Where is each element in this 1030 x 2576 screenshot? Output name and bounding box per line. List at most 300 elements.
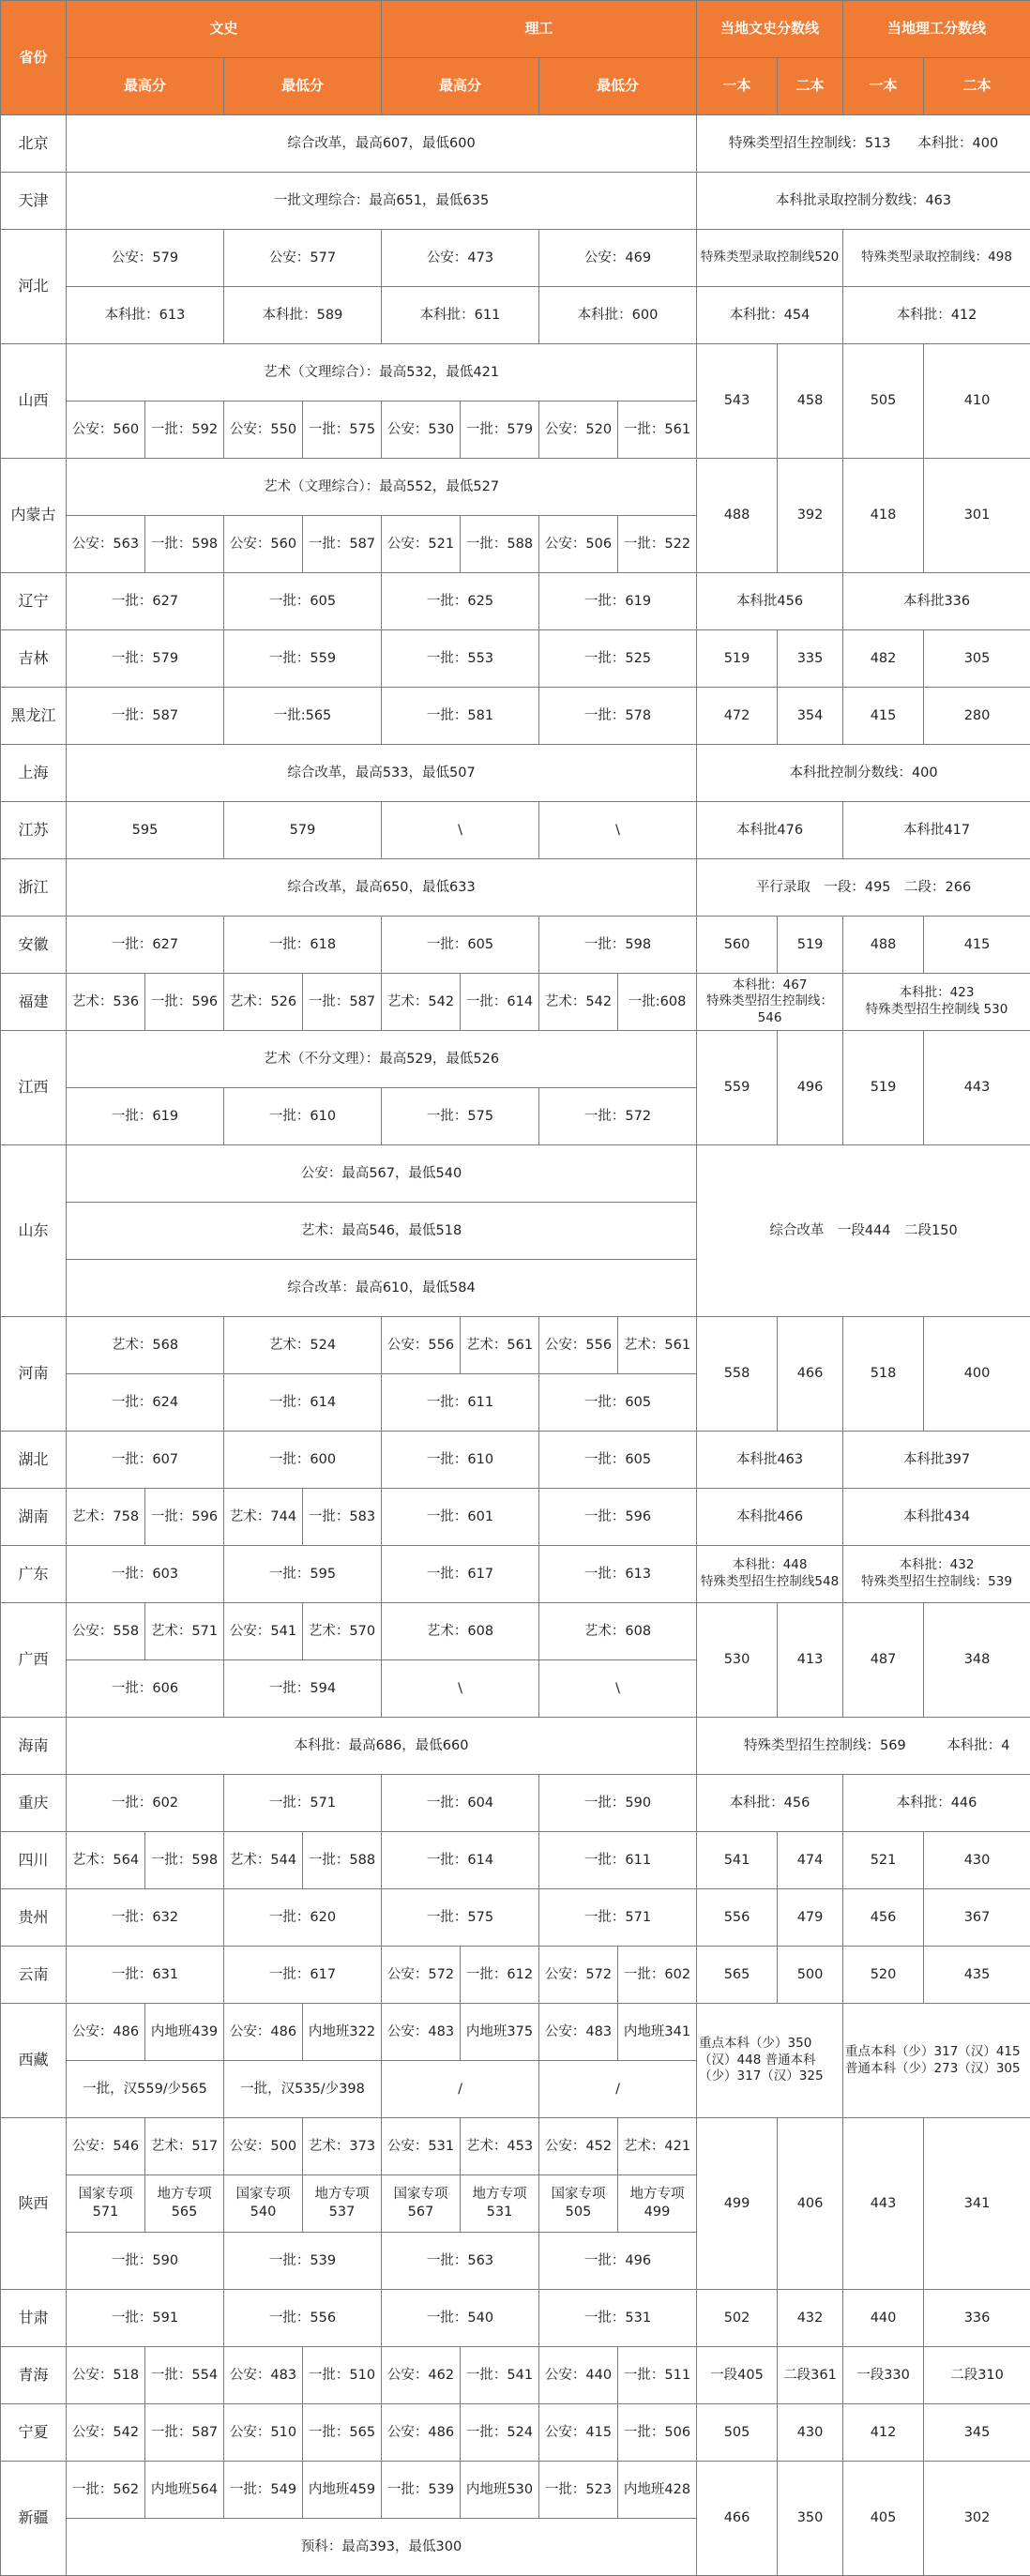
province-name: 甘肃: [1, 2290, 67, 2347]
score-cell: 一批：539: [224, 2233, 382, 2290]
row-zhejiang: [1, 859, 1030, 917]
line-cell: 本科批397: [843, 1432, 1030, 1489]
row-beijing: [1, 115, 1030, 173]
line-cell: 特殊类型招生控制线：569 本科批：4: [697, 1718, 1030, 1775]
line-cell: 本科批：456: [697, 1775, 843, 1832]
row-ningxia: [1, 2404, 1030, 2462]
line-cell: 502: [697, 2290, 778, 2347]
score-cell: 一批：596: [145, 974, 224, 1031]
score-cell: 一批文理综合：最高651，最低635: [67, 173, 697, 230]
score-cell: 一批：539: [382, 2462, 461, 2519]
score-cell: 一批：571: [224, 1775, 382, 1832]
score-cell: 一批：578: [539, 688, 697, 745]
score-cell: 一批：572: [539, 1088, 697, 1145]
row-fujian: [1, 974, 1030, 1031]
line-cell: [697, 974, 843, 1031]
score-cell: 一批：603: [67, 1546, 224, 1603]
score-cell: 公安：572: [382, 1947, 461, 2004]
province-name: 河北: [1, 230, 67, 344]
line-cell: 499: [697, 2118, 778, 2290]
score-cell: 公安：483: [382, 2004, 461, 2061]
line-cell: [843, 974, 1030, 1031]
line-cell: 367: [924, 1889, 1030, 1947]
province-name: 宁夏: [1, 2404, 67, 2462]
score-cell: 艺术：568: [67, 1317, 224, 1374]
score-cell: 公安：560: [224, 516, 303, 573]
row-henan: [1, 1317, 1030, 1374]
province-name: 四川: [1, 1832, 67, 1889]
score-cell: 一批：587: [67, 688, 224, 745]
row-heilongjiang: [1, 688, 1030, 745]
header-local-wen: 当地文史分数线: [697, 1, 843, 58]
line-cell: 二段361: [778, 2347, 843, 2404]
score-cell: 公安：556: [539, 1317, 618, 1374]
line-cell: 474: [778, 1832, 843, 1889]
province-name: 陕西: [1, 2118, 67, 2290]
province-name: 天津: [1, 173, 67, 230]
line-cell: 本科批336: [843, 573, 1030, 630]
score-cell: 艺术：542: [539, 974, 618, 1031]
score-cell: 一批：588: [461, 516, 539, 573]
score-cell: 一批：605: [224, 573, 382, 630]
score-cell: 一批：619: [539, 573, 697, 630]
line-cell: 520: [843, 1947, 924, 2004]
line-cell: 560: [697, 917, 778, 974]
score-cell: 艺术：758: [67, 1489, 145, 1546]
score-cell: 综合改革，最高650，最低633: [67, 859, 697, 917]
header-li-min: 最低分: [539, 58, 697, 115]
line-cell: 本科批：454: [697, 287, 843, 344]
score-cell: 内地班322: [303, 2004, 382, 2061]
line-cell: 特殊类型录取控制线：498: [843, 230, 1030, 287]
province-name: 青海: [1, 2347, 67, 2404]
line-cell: 平行录取 一段：495 二段：266: [697, 859, 1030, 917]
score-cell: 一批：590: [67, 2233, 224, 2290]
header-li-yiben: 一本: [843, 58, 924, 115]
line-cell: 518: [843, 1317, 924, 1432]
line-cell: 本科批控制分数线：400: [697, 745, 1030, 802]
score-cell: 一批，汉559/少565: [67, 2061, 224, 2118]
score-cell: 地方专项531: [461, 2175, 539, 2233]
province-name: 福建: [1, 974, 67, 1031]
row-anhui: [1, 917, 1030, 974]
score-cell: 一批：602: [67, 1775, 224, 1832]
score-cell: 一批：496: [539, 2233, 697, 2290]
score-cell: 综合改革：最高610，最低584: [67, 1260, 697, 1317]
score-cell: 艺术：571: [145, 1603, 224, 1660]
score-cell: 内地班341: [618, 2004, 697, 2061]
line-cell: 556: [697, 1889, 778, 1947]
score-cell: 一批：607: [67, 1432, 224, 1489]
score-cell: 本科批：最高686，最低660: [67, 1718, 697, 1775]
line-cell: 458: [778, 344, 843, 459]
line-text: 特殊类型招生控制线548: [700, 1574, 840, 1589]
province-name: 广东: [1, 1546, 67, 1603]
score-cell: 一批：631: [67, 1947, 224, 2004]
score-cell: \: [382, 802, 539, 859]
line-cell: 479: [778, 1889, 843, 1947]
province-name: 河南: [1, 1317, 67, 1432]
score-cell: 国家专项505: [539, 2175, 618, 2233]
score-cell: 一批:565: [224, 688, 382, 745]
score-cell: 公安：546: [67, 2118, 145, 2175]
row-guizhou: [1, 1889, 1030, 1947]
row-neimeng: [1, 459, 1030, 516]
row-shandong: [1, 1145, 1030, 1203]
score-cell: 一批：549: [224, 2462, 303, 2519]
row-jiangsu: [1, 802, 1030, 859]
line-cell: 519: [778, 917, 843, 974]
line-cell: 特殊类型录取控制线520: [697, 230, 843, 287]
line-cell: 406: [778, 2118, 843, 2290]
row-sichuan: [1, 1832, 1030, 1889]
line-cell: 496: [778, 1031, 843, 1145]
score-cell: 一批，汉535/少398: [224, 2061, 382, 2118]
line-text: 本科批：467: [732, 977, 808, 993]
province-name: 贵州: [1, 1889, 67, 1947]
score-cell: 公安：486: [67, 2004, 145, 2061]
row-shanxi: [1, 344, 1030, 402]
score-cell: 一批：524: [461, 2404, 539, 2462]
score-cell: 艺术：561: [618, 1317, 697, 1374]
province-name: 新疆: [1, 2462, 67, 2576]
line-cell: 530: [697, 1603, 778, 1718]
row-hubei: [1, 1432, 1030, 1489]
score-cell: 一批：511: [618, 2347, 697, 2404]
score-cell: 一批：614: [461, 974, 539, 1031]
score-cell: 艺术：453: [461, 2118, 539, 2175]
score-cell: 艺术：608: [382, 1603, 539, 1660]
score-cell: 公安：462: [382, 2347, 461, 2404]
header-li-erben: 二本: [924, 58, 1030, 115]
score-cell: 一批：594: [224, 1660, 382, 1718]
score-cell: 公安：486: [224, 2004, 303, 2061]
score-cell: 一批：525: [539, 630, 697, 688]
line-cell: 335: [778, 630, 843, 688]
line-cell: 519: [697, 630, 778, 688]
score-cell: 一批：565: [303, 2404, 382, 2462]
score-cell: 一批：579: [461, 402, 539, 459]
score-cell: 一批：562: [67, 2462, 145, 2519]
line-cell: 本科批466: [697, 1489, 843, 1546]
row-shaanxi: [1, 2118, 1030, 2175]
line-cell: 本科批476: [697, 802, 843, 859]
row-jiangxi: [1, 1031, 1030, 1088]
score-cell: 公安：542: [67, 2404, 145, 2462]
score-cell: 一批：606: [67, 1660, 224, 1718]
line-cell: 400: [924, 1317, 1030, 1432]
line-cell: 302: [924, 2462, 1030, 2576]
score-cell: 公安：506: [539, 516, 618, 573]
score-cell: 一批：592: [145, 402, 224, 459]
score-cell: 一批：605: [539, 1374, 697, 1432]
line-cell: 本科批434: [843, 1489, 1030, 1546]
score-cell: 一批：602: [618, 1947, 697, 2004]
score-cell: 艺术：608: [539, 1603, 697, 1660]
province-name: 重庆: [1, 1775, 67, 1832]
score-cell: 一批：596: [145, 1489, 224, 1546]
line-cell: 466: [697, 2462, 778, 2576]
province-name: 湖南: [1, 1489, 67, 1546]
score-cell: 一批：605: [539, 1432, 697, 1489]
line-cell: 本科批录取控制分数线：463: [697, 173, 1030, 230]
line-cell: 500: [778, 1947, 843, 2004]
score-cell: 一批：627: [67, 573, 224, 630]
score-cell: 一批：632: [67, 1889, 224, 1947]
score-cell: 一批：612: [461, 1947, 539, 2004]
score-cell: 公安：560: [67, 402, 145, 459]
score-cell: 一批：600: [224, 1432, 382, 1489]
line-cell: 412: [843, 2404, 924, 2462]
score-cell: 一批：613: [539, 1546, 697, 1603]
score-cell: 公安：500: [224, 2118, 303, 2175]
line-cell: 405: [843, 2462, 924, 2576]
score-cell: 公安：415: [539, 2404, 618, 2462]
score-cell: 艺术：570: [303, 1603, 382, 1660]
score-cell: /: [539, 2061, 697, 2118]
line-cell: 482: [843, 630, 924, 688]
line-cell: 415: [924, 917, 1030, 974]
score-cell: 公安：550: [224, 402, 303, 459]
line-cell: 305: [924, 630, 1030, 688]
score-cell: 内地班530: [461, 2462, 539, 2519]
row-yunnan: [1, 1947, 1030, 2004]
score-cell: 国家专项540: [224, 2175, 303, 2233]
score-cell: 公安：483: [224, 2347, 303, 2404]
line-cell: 341: [924, 2118, 1030, 2290]
line-cell: 430: [924, 1832, 1030, 1889]
score-cell: 公安：483: [539, 2004, 618, 2061]
score-cell: 一批：510: [303, 2347, 382, 2404]
row-jilin: [1, 630, 1030, 688]
line-cell: 350: [778, 2462, 843, 2576]
score-cell: 一批：556: [224, 2290, 382, 2347]
score-cell: 公安：518: [67, 2347, 145, 2404]
line-cell: 本科批417: [843, 802, 1030, 859]
score-cell: 艺术：421: [618, 2118, 697, 2175]
line-cell: 410: [924, 344, 1030, 459]
line-cell: 558: [697, 1317, 778, 1432]
score-cell: 综合改革，最高533，最低507: [67, 745, 697, 802]
score-cell: 艺术：373: [303, 2118, 382, 2175]
row-hebei: [1, 230, 1030, 287]
score-cell: 一批：531: [539, 2290, 697, 2347]
line-cell: 336: [924, 2290, 1030, 2347]
province-name: 江西: [1, 1031, 67, 1145]
score-cell: 艺术：544: [224, 1832, 303, 1889]
row-xizang: [1, 2004, 1030, 2061]
province-name: 黑龙江: [1, 688, 67, 745]
score-cell: 一批：598: [145, 516, 224, 573]
province-name: 内蒙古: [1, 459, 67, 573]
score-cell: 一批：553: [382, 630, 539, 688]
score-cell: 公安：452: [539, 2118, 618, 2175]
score-cell: 国家专项571: [67, 2175, 145, 2233]
line-cell: 415: [843, 688, 924, 745]
score-cell: 地方专项565: [145, 2175, 224, 2233]
line-cell: 559: [697, 1031, 778, 1145]
score-cell: 579: [224, 802, 382, 859]
score-cell: 地方专项499: [618, 2175, 697, 2233]
row-gansu: [1, 2290, 1030, 2347]
score-cell: 一批：575: [382, 1889, 539, 1947]
line-cell: 本科批：446: [843, 1775, 1030, 1832]
line-cell: 392: [778, 459, 843, 573]
line-cell: 418: [843, 459, 924, 573]
line-cell: 一段405: [697, 2347, 778, 2404]
score-cell: 地方专项537: [303, 2175, 382, 2233]
score-cell: 一批：611: [539, 1832, 697, 1889]
row-tianjin: [1, 173, 1030, 230]
score-cell: 公安：486: [382, 2404, 461, 2462]
score-cell: 本科批：613: [67, 287, 224, 344]
line-cell: [843, 1546, 1030, 1603]
province-name: 安徽: [1, 917, 67, 974]
line-cell: 重点本科（少）350（汉）448 普通本科（少）317（汉）325: [697, 2004, 843, 2118]
score-cell: 艺术：542: [382, 974, 461, 1031]
score-cell: 一批：571: [539, 1889, 697, 1947]
header-li-max: 最高分: [382, 58, 539, 115]
line-cell: 505: [697, 2404, 778, 2462]
score-cell: 595: [67, 802, 224, 859]
score-cell: 公安：563: [67, 516, 145, 573]
province-name: 北京: [1, 115, 67, 173]
score-cell: 一批：618: [224, 917, 382, 974]
score-cell: \: [539, 1660, 697, 1718]
province-name: 云南: [1, 1947, 67, 2004]
header-wen-max: 最高分: [67, 58, 224, 115]
score-cell: 一批：583: [303, 1489, 382, 1546]
score-cell: 本科批：589: [224, 287, 382, 344]
score-cell: 公安：531: [382, 2118, 461, 2175]
score-cell: 一批：610: [224, 1088, 382, 1145]
score-cell: 一批：575: [303, 402, 382, 459]
score-cell: 艺术（文理综合）：最高532，最低421: [67, 344, 697, 402]
province-name: 吉林: [1, 630, 67, 688]
score-cell: 艺术：536: [67, 974, 145, 1031]
score-cell: 一批：506: [618, 2404, 697, 2462]
row-shanghai: [1, 745, 1030, 802]
line-cell: 348: [924, 1603, 1030, 1718]
score-cell: 一批：581: [382, 688, 539, 745]
header-local-li: 当地理工分数线: [843, 1, 1030, 58]
score-cell: 一批：617: [382, 1546, 539, 1603]
province-name: 浙江: [1, 859, 67, 917]
score-cell: 一批：619: [67, 1088, 224, 1145]
province-name: 上海: [1, 745, 67, 802]
line-text: 本科批：423: [899, 985, 975, 1001]
line-cell: 413: [778, 1603, 843, 1718]
header-wenshi: 文史: [67, 1, 382, 58]
line-cell: 本科批：412: [843, 287, 1030, 344]
score-cell: 艺术：564: [67, 1832, 145, 1889]
score-cell: 一批：587: [303, 516, 382, 573]
line-cell: 430: [778, 2404, 843, 2462]
score-cell: \: [382, 1660, 539, 1718]
line-cell: 354: [778, 688, 843, 745]
score-cell: 一批：587: [303, 974, 382, 1031]
score-cell: 一批：627: [67, 917, 224, 974]
score-cell: 一批：541: [461, 2347, 539, 2404]
score-cell: 一批：611: [382, 1374, 539, 1432]
header-wen-yiben: 一本: [697, 58, 778, 115]
province-name: 辽宁: [1, 573, 67, 630]
line-cell: 280: [924, 688, 1030, 745]
line-cell: 301: [924, 459, 1030, 573]
score-cell: 公安：440: [539, 2347, 618, 2404]
score-cell: \: [539, 802, 697, 859]
score-cell: 艺术（不分文理）：最高529，最低526: [67, 1031, 697, 1088]
score-cell: 一批：575: [382, 1088, 539, 1145]
line-cell: 本科批456: [697, 573, 843, 630]
line-text: 本科批：448: [732, 1557, 808, 1573]
score-cell: 一批：590: [539, 1775, 697, 1832]
score-cell: 公安：572: [539, 1947, 618, 2004]
province-name: 海南: [1, 1718, 67, 1775]
province-name: 山东: [1, 1145, 67, 1317]
score-cell: 一批：598: [539, 917, 697, 974]
score-cell: 一批：614: [382, 1832, 539, 1889]
score-cell: 艺术：526: [224, 974, 303, 1031]
score-cell: 一批：620: [224, 1889, 382, 1947]
score-cell: 一批：554: [145, 2347, 224, 2404]
header-wen-erben: 二本: [778, 58, 843, 115]
header-province: 省份: [1, 1, 67, 115]
row-qinghai: [1, 2347, 1030, 2404]
province-name: 广西: [1, 1603, 67, 1718]
line-cell: 综合改革 一段444 二段150: [697, 1145, 1030, 1317]
score-cell: 一批：601: [382, 1489, 539, 1546]
score-cell: 一批：625: [382, 573, 539, 630]
row-hebei-2: [1, 287, 1030, 344]
line-text: 本科批：432: [899, 1557, 975, 1573]
province-name: 西藏: [1, 2004, 67, 2118]
score-cell: 艺术（文理综合）：最高552，最低527: [67, 459, 697, 516]
row-guangdong: [1, 1546, 1030, 1603]
score-cell: 一批：587: [145, 2404, 224, 2462]
score-cell: 内地班459: [303, 2462, 382, 2519]
score-cell: 本科批：600: [539, 287, 697, 344]
row-hainan: [1, 1718, 1030, 1775]
score-cell: 公安：579: [67, 230, 224, 287]
score-cell: 预科：最高393，最低300: [67, 2519, 697, 2576]
line-cell: 456: [843, 1889, 924, 1947]
score-cell: 一批：596: [539, 1489, 697, 1546]
score-cell: 公安：577: [224, 230, 382, 287]
province-name: 山西: [1, 344, 67, 459]
score-cell: 一批：579: [67, 630, 224, 688]
province-name: 湖北: [1, 1432, 67, 1489]
line-cell: 440: [843, 2290, 924, 2347]
score-cell: 艺术：524: [224, 1317, 382, 1374]
line-cell: 487: [843, 1603, 924, 1718]
line-cell: 二段310: [924, 2347, 1030, 2404]
score-cell: 内地班428: [618, 2462, 697, 2519]
line-cell: 466: [778, 1317, 843, 1432]
score-cell: 一批：617: [224, 1947, 382, 2004]
score-cell: 内地班439: [145, 2004, 224, 2061]
score-cell: 综合改革，最高607，最低600: [67, 115, 697, 173]
line-cell: 519: [843, 1031, 924, 1145]
score-cell: 艺术：最高546，最低518: [67, 1203, 697, 1260]
score-cell: 一批：605: [382, 917, 539, 974]
line-cell: [697, 1546, 843, 1603]
line-text: 特殊类型招生控制线：546: [706, 993, 834, 1025]
line-cell: 特殊类型招生控制线：513 本科批：400: [697, 115, 1030, 173]
row-xinjiang: [1, 2462, 1030, 2519]
line-cell: 472: [697, 688, 778, 745]
line-cell: 443: [843, 2118, 924, 2290]
